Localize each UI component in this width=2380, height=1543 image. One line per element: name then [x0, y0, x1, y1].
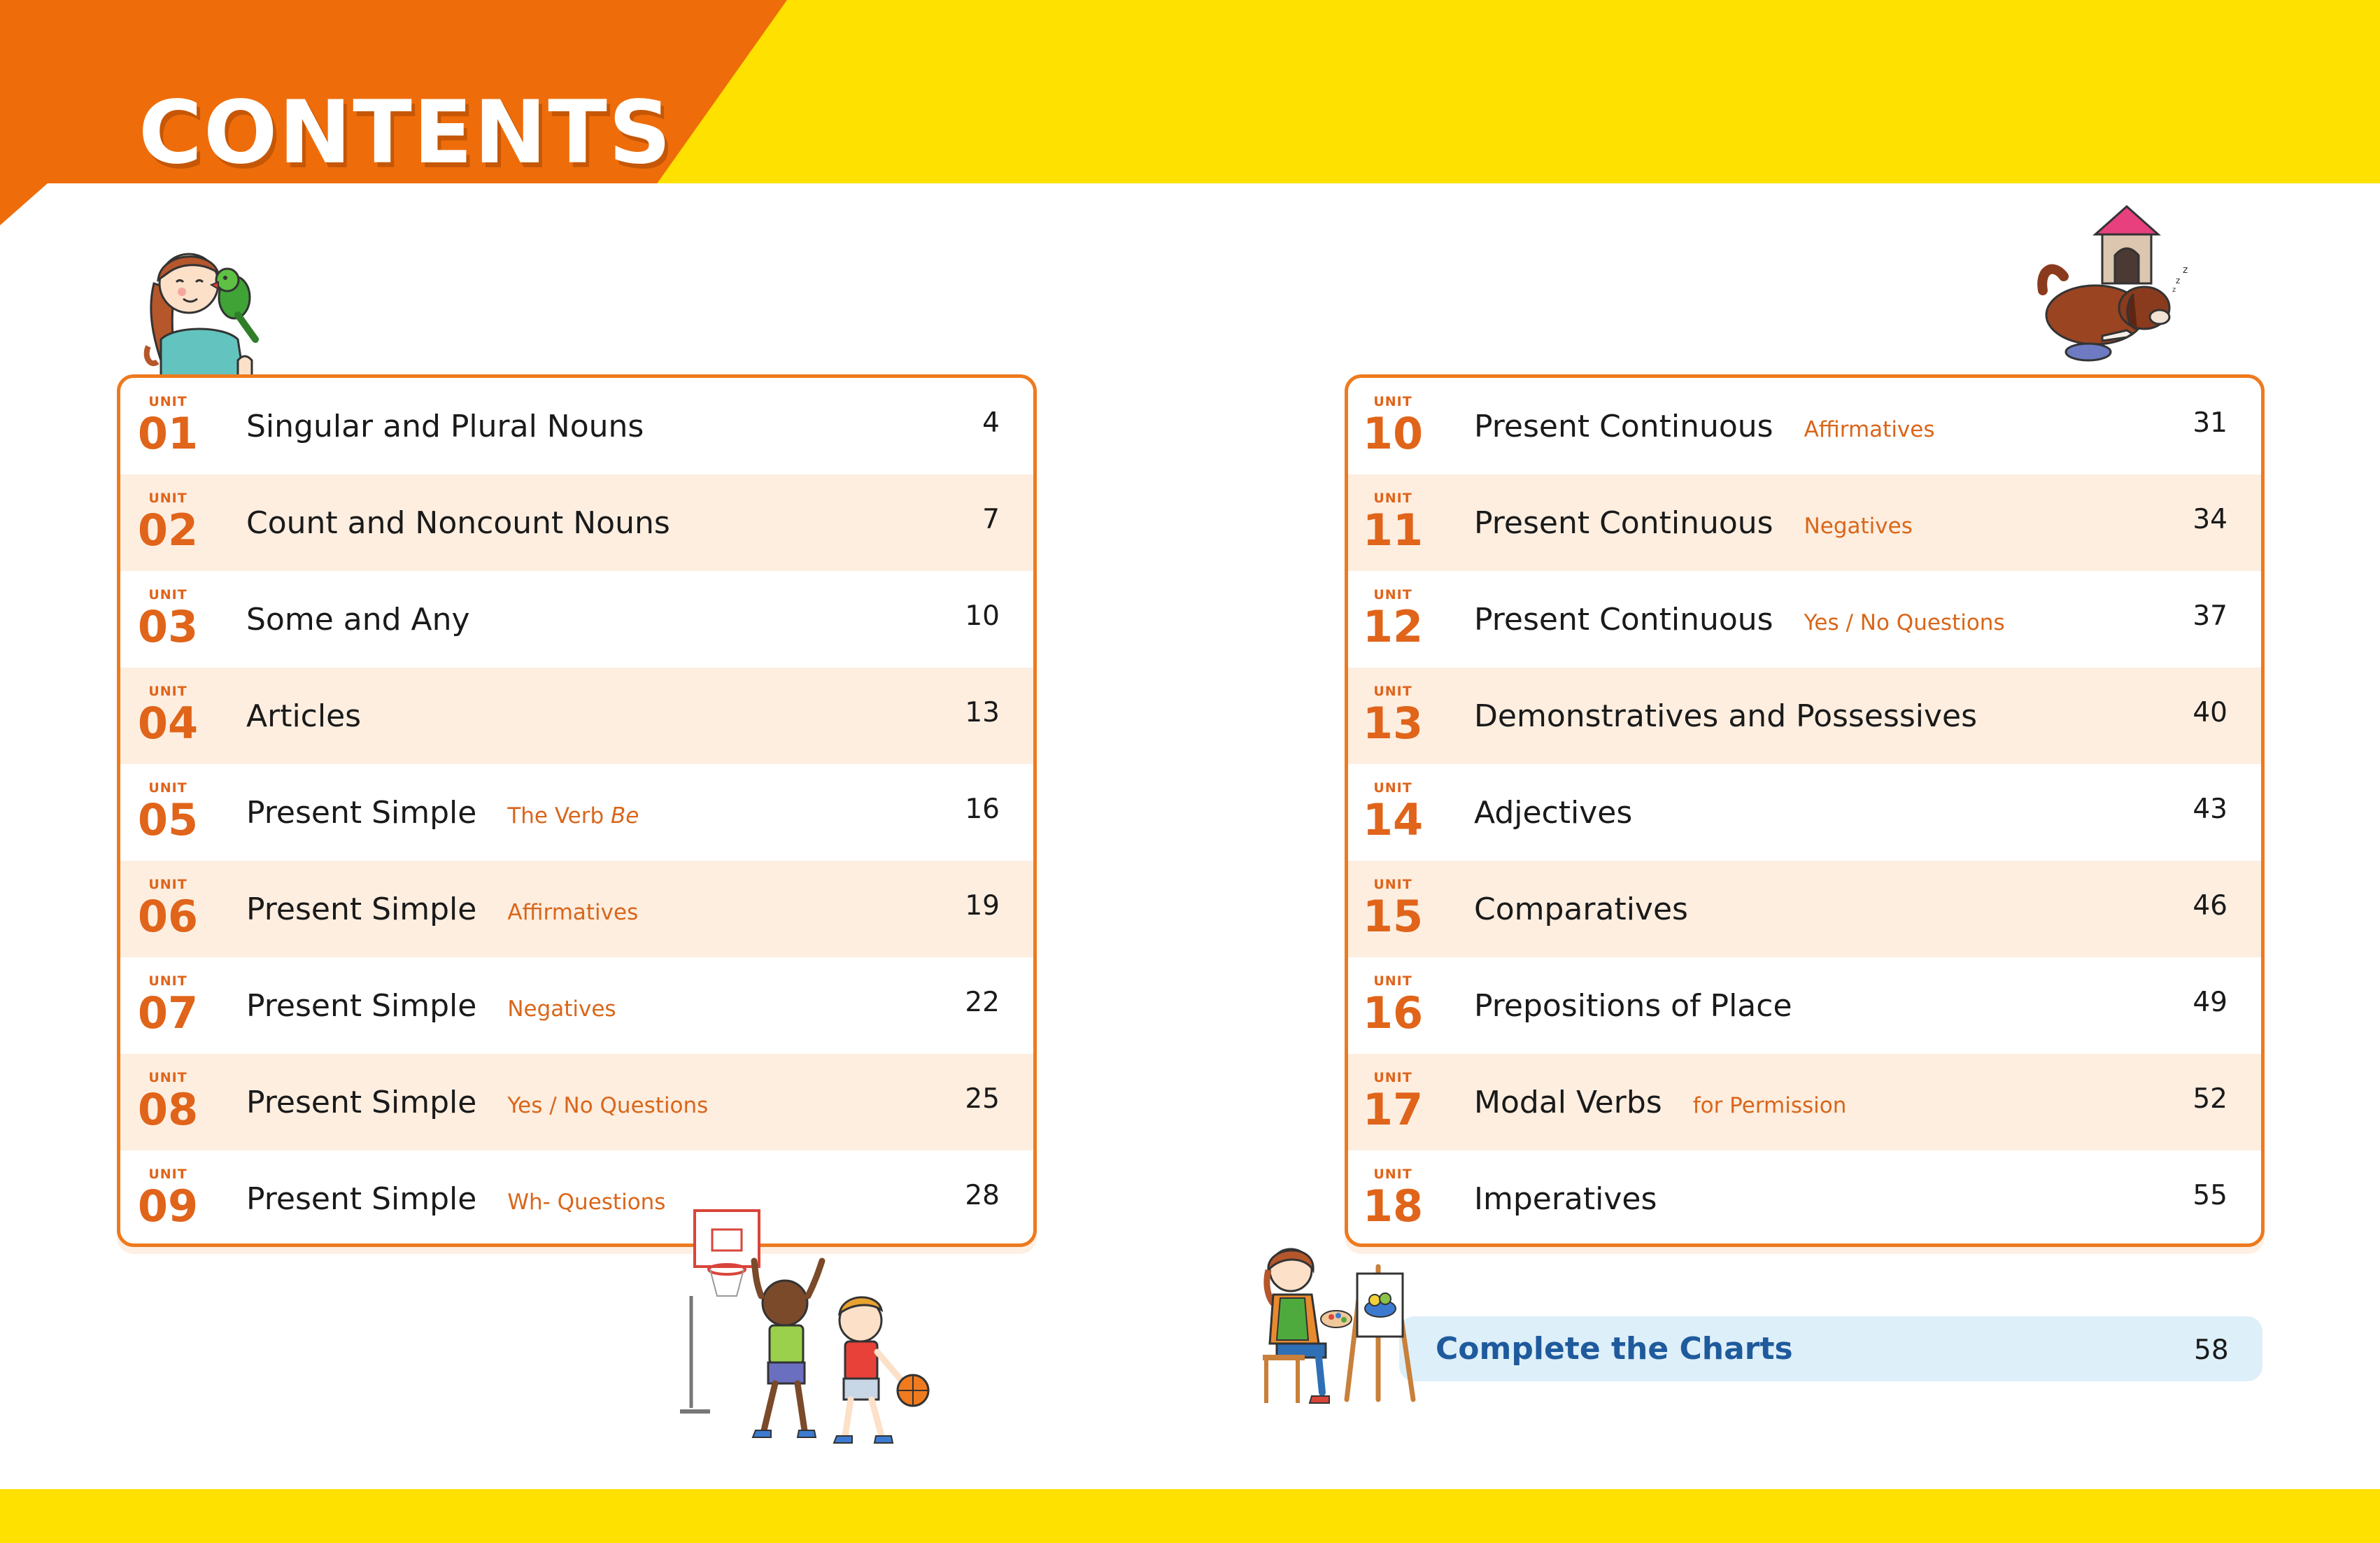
unit-title: Some and Any	[246, 602, 470, 637]
unit-number: 12	[1362, 601, 1424, 652]
unit-title: Present Continuous	[1474, 409, 1773, 444]
unit-title: Present Simple	[246, 892, 477, 927]
unit-number: 02	[137, 505, 199, 556]
page-number: 4	[982, 407, 1000, 439]
unit-number: 08	[137, 1084, 199, 1135]
unit-number: 15	[1362, 891, 1424, 942]
page-number: 25	[965, 1083, 1000, 1115]
unit-label: UNIT	[1373, 491, 1412, 506]
table-row-unit-12[interactable]	[1348, 571, 2261, 668]
footer-banner	[0, 1489, 2380, 1543]
unit-title: Present Continuous	[1474, 602, 1773, 637]
page-number: 55	[2193, 1180, 2227, 1211]
complete-the-charts-label: Complete the Charts	[1436, 1331, 1793, 1367]
unit-title: Articles	[246, 698, 362, 734]
table-row-unit-15[interactable]	[1348, 861, 2261, 957]
unit-number: 11	[1362, 505, 1424, 556]
unit-subtitle: Negatives	[1804, 514, 1913, 539]
page-number: 52	[2193, 1083, 2227, 1115]
unit-title: Present Simple	[246, 1181, 477, 1217]
page-number: 37	[2193, 600, 2227, 632]
unit-label: UNIT	[148, 1167, 187, 1182]
page-number: 13	[965, 697, 1000, 728]
unit-label: UNIT	[148, 587, 187, 603]
unit-label: UNIT	[1373, 877, 1412, 892]
unit-subtitle: Affirmatives	[1804, 417, 1935, 442]
svg-text:z: z	[2172, 286, 2176, 294]
table-row-unit-07[interactable]	[120, 957, 1033, 1054]
page-number: 7	[982, 504, 1000, 535]
unit-label: UNIT	[1373, 780, 1412, 796]
table-row-unit-05[interactable]	[120, 764, 1033, 861]
page-number: 43	[2193, 794, 2227, 825]
unit-number: 18	[1362, 1181, 1424, 1232]
unit-title: Count and Noncount Nouns	[246, 505, 670, 541]
unit-title: Prepositions of Place	[1474, 988, 1792, 1024]
svg-text:z: z	[2176, 276, 2181, 286]
units-table-right	[1345, 374, 2265, 1247]
unit-number: 17	[1362, 1084, 1424, 1135]
page-number: 46	[2193, 890, 2227, 922]
table-row-unit-01[interactable]	[120, 378, 1033, 474]
unit-number: 04	[137, 698, 199, 749]
unit-title: Present Simple	[246, 795, 477, 831]
unit-label: UNIT	[1373, 1070, 1412, 1085]
page-number: 34	[2193, 504, 2227, 535]
unit-title: Present Continuous	[1474, 505, 1773, 541]
unit-title: Comparatives	[1474, 892, 1688, 927]
unit-label: UNIT	[148, 394, 187, 409]
unit-number: 07	[137, 987, 199, 1038]
unit-title: Present Simple	[246, 1085, 477, 1120]
unit-label: UNIT	[1373, 684, 1412, 699]
unit-number: 05	[137, 794, 199, 845]
unit-number: 06	[137, 891, 199, 942]
page-number: 10	[965, 600, 1000, 632]
table-row-unit-13[interactable]	[1348, 668, 2261, 764]
table-row-unit-04[interactable]	[120, 668, 1033, 764]
table-row-unit-06[interactable]	[120, 861, 1033, 957]
unit-label: UNIT	[1373, 587, 1412, 603]
unit-number: 13	[1362, 698, 1424, 749]
unit-title: Demonstratives and Possessives	[1474, 698, 1978, 734]
unit-label: UNIT	[148, 491, 187, 506]
table-row-unit-18[interactable]	[1348, 1150, 2261, 1247]
unit-subtitle: The Verb Be	[507, 803, 639, 829]
table-row-unit-03[interactable]	[120, 571, 1033, 668]
unit-subtitle: for Permission	[1692, 1093, 1847, 1118]
page-number: 31	[2193, 407, 2227, 439]
page-number: 22	[965, 987, 1000, 1018]
unit-subtitle: Negatives	[507, 996, 616, 1022]
unit-label: UNIT	[148, 780, 187, 796]
unit-title: Adjectives	[1474, 795, 1633, 831]
unit-title: Modal Verbs	[1474, 1085, 1662, 1120]
unit-label: UNIT	[148, 973, 187, 989]
svg-text:z: z	[2183, 265, 2188, 276]
unit-title: Imperatives	[1474, 1181, 1657, 1217]
table-row-unit-08[interactable]	[120, 1054, 1033, 1150]
table-row-unit-17[interactable]	[1348, 1054, 2261, 1150]
unit-number: 16	[1362, 987, 1424, 1038]
unit-subtitle: Yes / No Questions	[1804, 610, 2005, 635]
kids-playing-basketball-illustration	[672, 1205, 965, 1460]
page-number: 28	[965, 1180, 1000, 1211]
unit-label: UNIT	[148, 684, 187, 699]
table-row-unit-11[interactable]	[1348, 474, 2261, 571]
page-number: 16	[965, 794, 1000, 825]
unit-number: 09	[137, 1181, 199, 1232]
complete-the-charts-page: 58	[2194, 1334, 2229, 1366]
page-number: 40	[2193, 697, 2227, 728]
units-table-left	[117, 374, 1037, 1247]
girl-painting-at-easel-illustration	[1256, 1239, 1438, 1407]
table-row-unit-14[interactable]	[1348, 764, 2261, 861]
unit-label: UNIT	[1373, 394, 1412, 409]
unit-label: UNIT	[1373, 973, 1412, 989]
page-body-top	[0, 183, 2380, 225]
unit-number: 10	[1362, 408, 1424, 459]
unit-title: Present Simple	[246, 988, 477, 1024]
table-row-unit-16[interactable]	[1348, 957, 2261, 1054]
unit-subtitle: Affirmatives	[507, 900, 639, 925]
dog-with-doghouse-illustration	[2032, 199, 2200, 364]
unit-number: 01	[137, 408, 199, 459]
table-row-unit-02[interactable]	[120, 474, 1033, 571]
girl-with-parrot-illustration	[133, 241, 273, 385]
unit-label: UNIT	[148, 877, 187, 892]
page-number: 19	[965, 890, 1000, 922]
unit-number: 03	[137, 601, 199, 652]
page-title: CONTENTS	[139, 83, 673, 183]
unit-title: Singular and Plural Nouns	[246, 409, 644, 444]
unit-label: UNIT	[148, 1070, 187, 1085]
unit-subtitle: Wh- Questions	[507, 1190, 666, 1215]
unit-label: UNIT	[1373, 1167, 1412, 1182]
unit-subtitle-emphasis: Be	[610, 803, 639, 829]
page-number: 49	[2193, 987, 2227, 1018]
unit-number: 14	[1362, 794, 1424, 845]
unit-subtitle: Yes / No Questions	[507, 1093, 709, 1118]
table-row-unit-10[interactable]	[1348, 378, 2261, 474]
